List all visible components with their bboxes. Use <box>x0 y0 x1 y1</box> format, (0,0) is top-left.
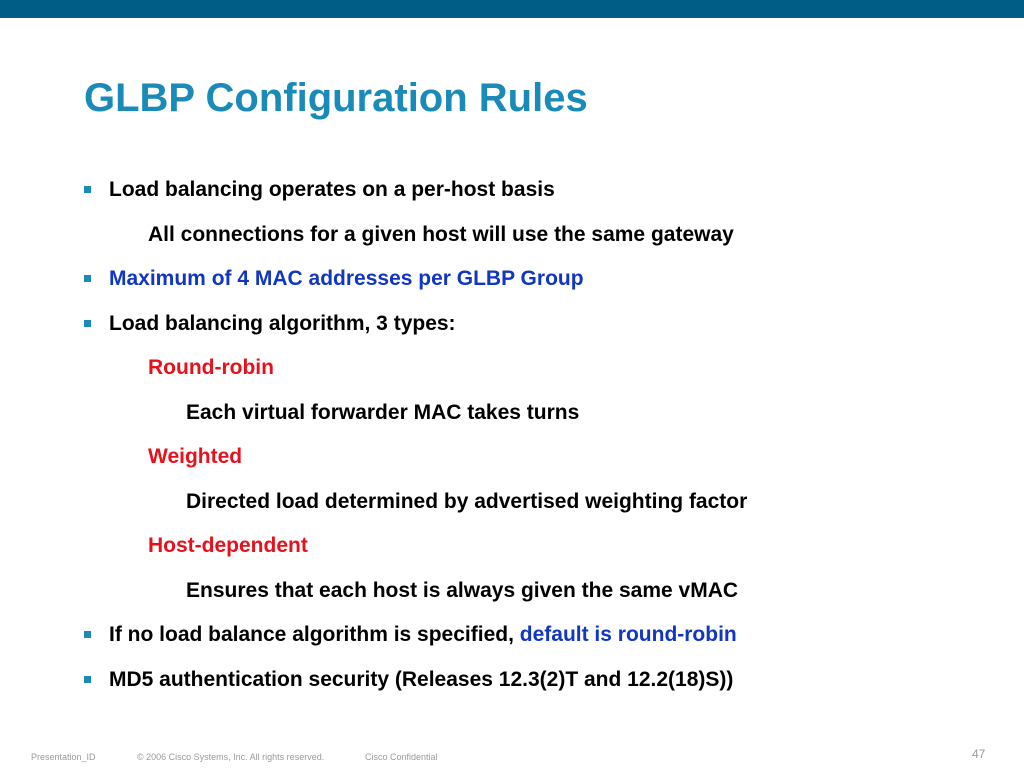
sub-item-text: Weighted <box>148 445 243 468</box>
bullet-item-max-mac <box>0 264 584 294</box>
square-bullet-icon <box>84 275 91 282</box>
bullet-item-per-host <box>0 175 555 205</box>
square-bullet-icon <box>84 676 91 683</box>
square-bullet-icon <box>84 320 91 327</box>
footer-confidential: Cisco Confidential <box>365 752 438 762</box>
bullet-item-algorithm-types <box>0 309 456 339</box>
sub-item-text: Round-robin <box>148 356 274 379</box>
sub-item-same-gateway <box>0 220 734 250</box>
detail-item-weighted <box>0 487 747 517</box>
header-bar <box>0 0 1024 18</box>
bullet-item-default-algorithm <box>0 620 737 650</box>
bullet-highlight-text: default is round-robin <box>519 623 737 646</box>
detail-text: Each virtual forwarder MAC takes turns <box>186 401 580 424</box>
bullet-text: If no load balance algorithm is specified, <box>109 623 520 646</box>
bullet-text: MD5 authentication security (Releases 12.3(2)T and 12.2(18)S)) <box>109 668 734 691</box>
bullet-item-md5 <box>0 665 733 695</box>
sub-item-host-dependent <box>0 531 308 561</box>
page-number: 47 <box>972 747 986 761</box>
detail-text: Ensures that each host is always given the same vMAC <box>186 579 739 602</box>
detail-text: Directed load determined by advertised weighting factor <box>186 490 748 513</box>
sub-item-weighted <box>0 442 242 472</box>
sub-item-text: All connections for a given host will use the same gateway <box>148 223 734 246</box>
bullet-text: Load balancing algorithm, 3 types: <box>109 312 456 335</box>
square-bullet-icon <box>84 186 91 193</box>
bullet-text: Maximum of 4 MAC addresses per GLBP Group <box>109 267 584 290</box>
footer-presentation-id: Presentation_ID <box>31 752 96 762</box>
square-bullet-icon <box>84 631 91 638</box>
sub-item-round-robin <box>0 353 274 383</box>
sub-item-text: Host-dependent <box>148 534 308 557</box>
slide-title: GLBP Configuration Rules <box>84 76 588 120</box>
slide-footer <box>0 752 1024 766</box>
detail-item-host-dependent <box>0 576 738 606</box>
footer-copyright: © 2006 Cisco Systems, Inc. All rights reserved. <box>137 752 325 762</box>
detail-item-round-robin <box>0 398 579 428</box>
bullet-text: Load balancing operates on a per-host basis <box>109 178 555 201</box>
